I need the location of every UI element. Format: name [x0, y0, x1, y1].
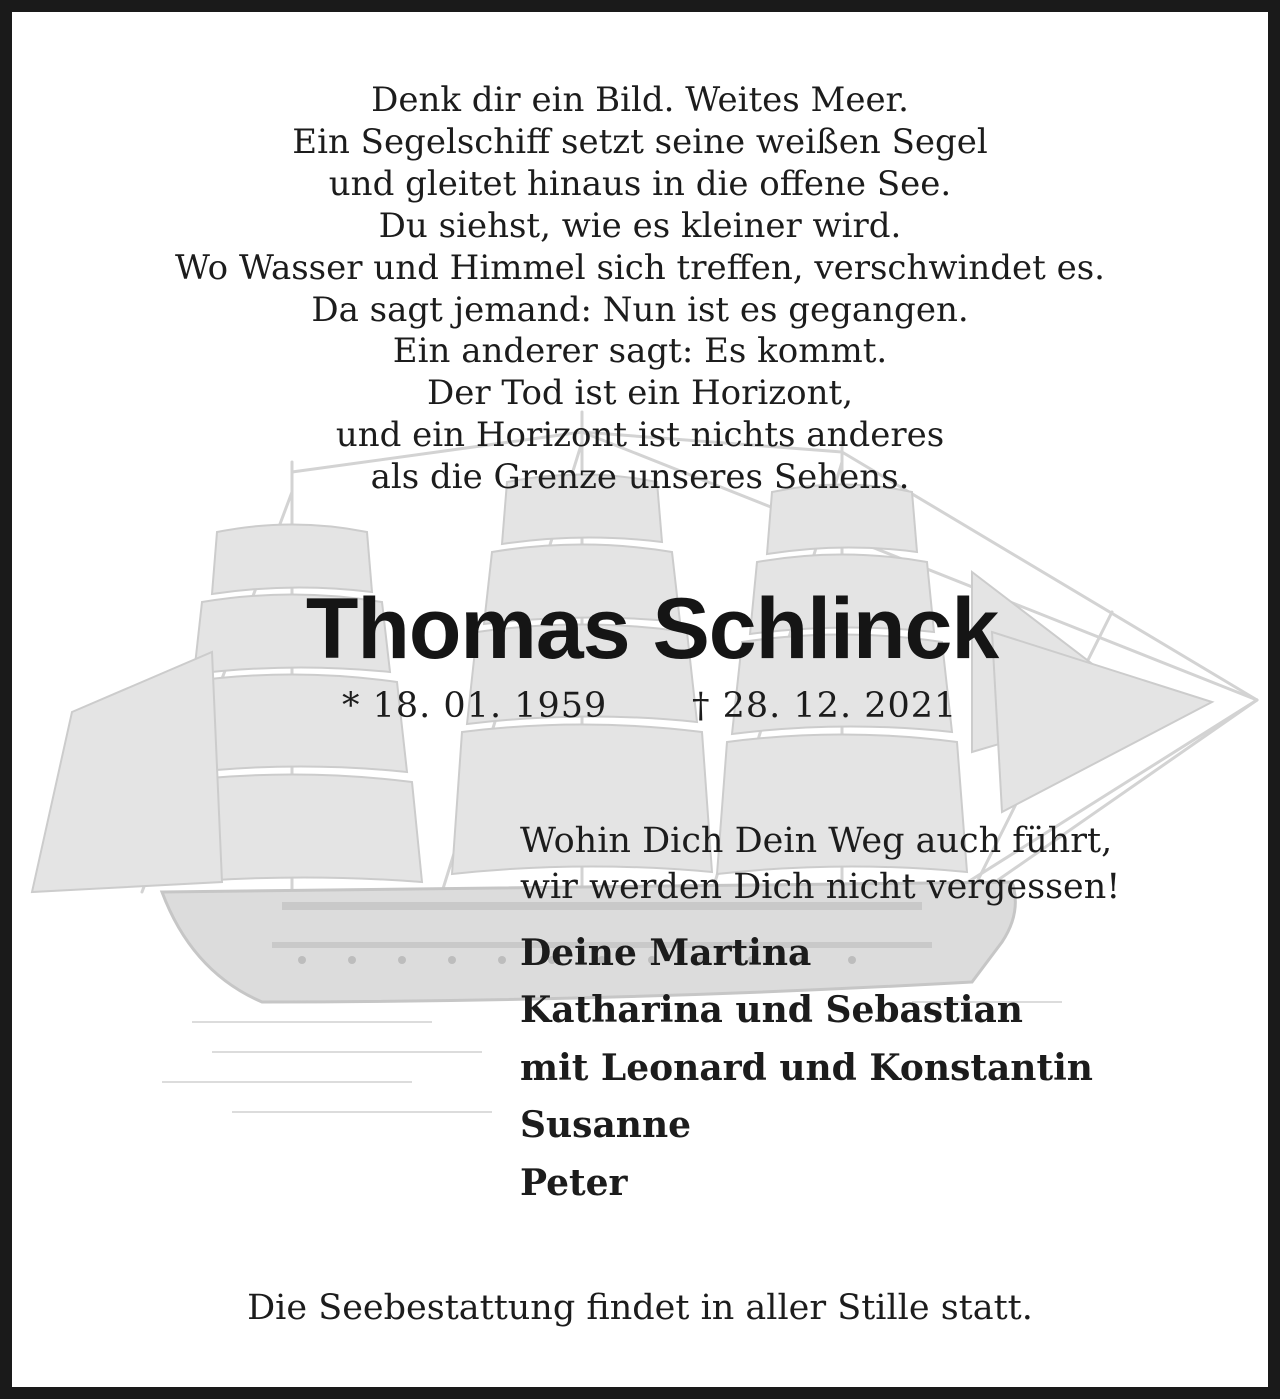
- birth-date: * 18. 01. 1959: [342, 686, 608, 726]
- mourner-name: Susanne: [520, 1104, 692, 1147]
- poem-line: Ein anderer sagt: Es kommt.: [392, 331, 888, 372]
- quote-line: Wohin Dich Dein Weg auch führt,: [520, 821, 1113, 861]
- death-date: † 28. 12. 2021: [692, 686, 958, 726]
- quote-line: wir werden Dich nicht vergessen!: [520, 867, 1121, 907]
- poem-line: Der Tod ist ein Horizont,: [426, 373, 853, 414]
- mourners-list: [520, 925, 1093, 1212]
- poem-line: Ein Segelschiff setzt seine weißen Segel: [292, 121, 988, 162]
- poem-line: und ein Horizont ist nichts anderes: [335, 415, 945, 456]
- mourner-name: Peter: [520, 1161, 628, 1204]
- farewell-quote: [520, 818, 1120, 910]
- poem: [12, 80, 1268, 499]
- poem-line: und gleitet hinaus in die offene See.: [328, 163, 952, 204]
- deceased-name: Thomas Schlinck: [305, 581, 999, 677]
- poem-line: als die Grenze unseres Sehens.: [370, 457, 910, 498]
- mourner-name: mit Leonard und Konstantin: [520, 1046, 1093, 1089]
- poem-line: Da sagt jemand: Nun ist es gegangen.: [311, 289, 969, 330]
- poem-line: Wo Wasser und Himmel sich treffen, verschwindet es.: [175, 247, 1105, 288]
- burial-notice: Die Seebestattung findet in aller Stille statt.: [247, 1288, 1033, 1328]
- poem-line: Du siehst, wie es kleiner wird.: [378, 205, 902, 246]
- poem-line: Denk dir ein Bild. Weites Meer.: [371, 80, 909, 120]
- mourner-name: Deine Martina: [520, 932, 812, 974]
- mourner-name: Katharina und Sebastian: [520, 989, 1023, 1032]
